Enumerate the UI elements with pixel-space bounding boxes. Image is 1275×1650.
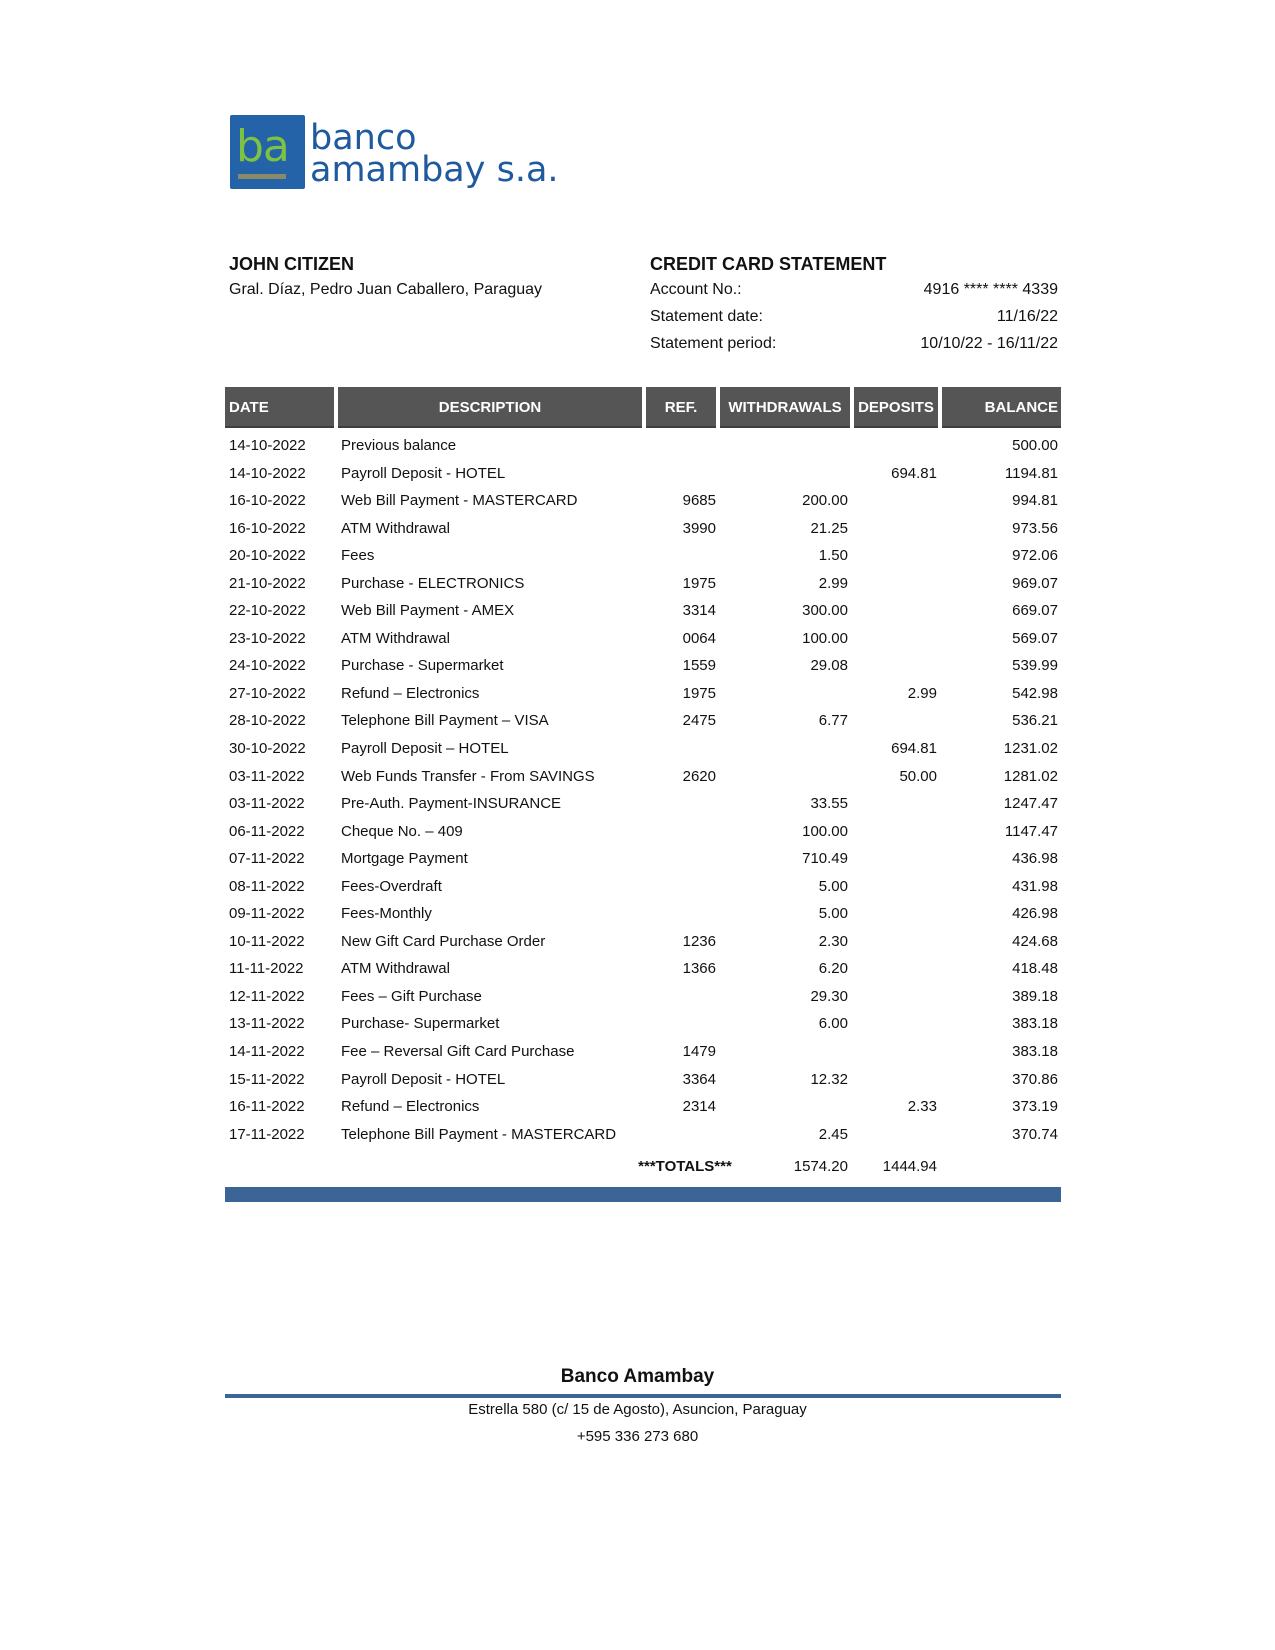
cell-withdrawals: 21.25 — [810, 519, 848, 537]
table-row — [225, 1010, 1061, 1038]
table-row — [225, 487, 1061, 515]
table-body — [225, 432, 1061, 1148]
cell-date: 12-11-2022 — [229, 987, 305, 1005]
statement-title: CREDIT CARD STATEMENT — [650, 254, 887, 274]
cell-balance: 424.68 — [1012, 932, 1058, 950]
logo-mark-text: ba — [236, 121, 289, 172]
cell-withdrawals: 5.00 — [818, 877, 848, 895]
cell-date: 14-10-2022 — [229, 464, 306, 482]
cell-withdrawals: 29.08 — [810, 657, 848, 675]
cell-balance: 383.18 — [1012, 1043, 1058, 1061]
cell-ref: 2620 — [682, 767, 716, 785]
table-row — [225, 845, 1061, 873]
footer-bank-name: Banco Amambay — [560, 1366, 715, 1387]
customer-address: Gral. Díaz, Pedro Juan Caballero, Paraguay — [229, 281, 543, 298]
cell-balance: 542.98 — [1012, 684, 1058, 702]
cell-withdrawals: 29.30 — [810, 987, 848, 1005]
cell-balance: 370.86 — [1012, 1070, 1058, 1088]
cell-description: ATM Withdrawal — [341, 960, 450, 978]
cell-description: Payroll Deposit - HOTEL — [341, 464, 506, 482]
cell-description: Web Bill Payment - MASTERCARD — [341, 492, 578, 510]
cell-withdrawals: 5.00 — [818, 905, 848, 923]
cell-description: Mortgage Payment — [341, 850, 468, 868]
cell-withdrawals: 6.77 — [818, 712, 848, 730]
cell-deposits: 694.81 — [891, 740, 937, 758]
cell-ref: 1236 — [682, 932, 716, 950]
totals-withdrawals: 1574.20 — [793, 1158, 848, 1176]
logo-line-2: amambay s.a. — [310, 150, 559, 190]
column-header-description: DESCRIPTION — [338, 387, 642, 428]
cell-date: 14-10-2022 — [229, 437, 306, 454]
cell-description: Fees-Overdraft — [341, 877, 442, 895]
cell-description: Telephone Bill Payment – VISA — [341, 712, 549, 730]
cell-withdrawals: 1.50 — [818, 547, 848, 565]
cell-balance: 973.56 — [1012, 519, 1058, 537]
logo-line-1: banco — [310, 118, 417, 158]
column-header-withdrawals: WITHDRAWALS — [720, 387, 850, 428]
cell-ref: 1975 — [682, 574, 716, 592]
cell-description: Purchase- Supermarket — [341, 1015, 500, 1033]
cell-balance: 426.98 — [1012, 905, 1058, 923]
cell-date: 03-11-2022 — [229, 795, 305, 813]
cell-description: Payroll Deposit - HOTEL — [341, 1070, 506, 1088]
cell-withdrawals: 710.49 — [802, 850, 848, 868]
cell-balance: 389.18 — [1012, 987, 1058, 1005]
cell-balance: 431.98 — [1012, 877, 1058, 895]
cell-description: ATM Withdrawal — [341, 629, 450, 647]
table-row — [225, 790, 1061, 818]
footer-phone: +595 336 273 680 — [576, 1428, 699, 1445]
table-row — [225, 1093, 1061, 1121]
cell-withdrawals: 100.00 — [802, 629, 848, 647]
cell-description: Fee – Reversal Gift Card Purchase — [341, 1043, 575, 1061]
statement-date-value: 11/16/22 — [996, 308, 1058, 325]
cell-withdrawals: 2.99 — [818, 574, 848, 592]
transactions-table — [225, 387, 1061, 1181]
cell-balance: 1281.02 — [1003, 767, 1058, 785]
cell-withdrawals: 2.45 — [818, 1125, 848, 1143]
account-number-label: Account No.: — [650, 281, 742, 298]
cell-description: Refund – Electronics — [341, 684, 480, 702]
cell-date: 23-10-2022 — [229, 629, 306, 647]
cell-date: 28-10-2022 — [229, 712, 306, 730]
table-row — [225, 1121, 1061, 1149]
column-header-ref: REF. — [646, 387, 716, 428]
account-number-value: 4916 **** **** 4339 — [923, 281, 1058, 298]
table-row — [225, 625, 1061, 653]
table-row — [225, 900, 1061, 928]
cell-ref: 1975 — [682, 684, 716, 702]
cell-description: Web Bill Payment - AMEX — [341, 602, 515, 620]
cell-withdrawals: 300.00 — [802, 602, 848, 620]
cell-ref: 0064 — [682, 629, 716, 647]
cell-ref: 3364 — [682, 1070, 716, 1088]
table-row — [225, 763, 1061, 791]
cell-ref: 1559 — [682, 657, 716, 675]
cell-date: 16-10-2022 — [229, 519, 306, 537]
cell-withdrawals: 33.55 — [810, 795, 848, 813]
table-row — [225, 680, 1061, 708]
footer-address: Estrella 580 (c/ 15 de Agosto), Asuncion, Paraguay — [468, 1401, 807, 1418]
cell-balance: 1247.47 — [1003, 795, 1058, 813]
cell-balance: 569.07 — [1012, 629, 1058, 647]
table-row — [225, 1038, 1061, 1066]
cell-date: 03-11-2022 — [229, 767, 305, 785]
cell-ref: 3990 — [682, 519, 716, 537]
cell-date: 08-11-2022 — [229, 877, 305, 895]
cell-ref: 2475 — [682, 712, 716, 730]
cell-ref: 3314 — [682, 602, 716, 620]
totals-deposits: 1444.94 — [882, 1158, 937, 1176]
cell-balance: 1231.02 — [1003, 740, 1058, 758]
table-row — [225, 955, 1061, 983]
cell-balance: 972.06 — [1012, 547, 1058, 565]
cell-balance: 539.99 — [1012, 657, 1058, 675]
cell-description: Purchase - Supermarket — [341, 657, 504, 675]
table-row — [225, 570, 1061, 598]
cell-date: 21-10-2022 — [229, 574, 306, 592]
cell-balance: 669.07 — [1012, 602, 1058, 620]
cell-balance: 383.18 — [1012, 1015, 1058, 1033]
table-row — [225, 983, 1061, 1011]
cell-balance: 373.19 — [1012, 1098, 1058, 1116]
cell-description: Purchase - ELECTRONICS — [341, 574, 525, 592]
cell-date: 07-11-2022 — [229, 850, 305, 868]
cell-deposits: 50.00 — [899, 767, 937, 785]
cell-ref: 1366 — [682, 960, 716, 978]
logo-underline — [238, 174, 286, 179]
cell-balance: 436.98 — [1012, 850, 1058, 868]
cell-date: 22-10-2022 — [229, 602, 306, 620]
cell-description: New Gift Card Purchase Order — [341, 932, 546, 950]
table-bottom-bar — [225, 1187, 1061, 1202]
cell-date: 17-11-2022 — [229, 1125, 305, 1143]
cell-description: Web Funds Transfer - From SAVINGS — [341, 767, 595, 785]
cell-date: 30-10-2022 — [229, 740, 306, 758]
cell-date: 09-11-2022 — [229, 905, 305, 923]
cell-ref: 1479 — [682, 1043, 716, 1061]
cell-description: Previous balance — [341, 437, 457, 454]
table-row — [225, 432, 1061, 460]
cell-date: 06-11-2022 — [229, 822, 305, 840]
bank-logo-wordmark — [310, 118, 559, 190]
column-header-date: DATE — [225, 387, 334, 428]
cell-description: Payroll Deposit – HOTEL — [341, 740, 509, 758]
cell-deposits: 2.33 — [907, 1098, 937, 1116]
cell-description: Fees – Gift Purchase — [341, 987, 482, 1005]
bank-logo-mark — [230, 115, 305, 189]
cell-date: 20-10-2022 — [229, 547, 306, 565]
cell-description: ATM Withdrawal — [341, 519, 450, 537]
cell-deposits: 2.99 — [907, 684, 937, 702]
cell-withdrawals: 100.00 — [802, 822, 848, 840]
table-row — [225, 928, 1061, 956]
cell-date: 10-11-2022 — [229, 932, 305, 950]
cell-date: 15-11-2022 — [229, 1070, 305, 1088]
totals-label: ***TOTALS*** — [638, 1158, 732, 1176]
cell-ref: 9685 — [682, 492, 716, 510]
statement-period-value: 10/10/22 - 16/11/22 — [920, 335, 1058, 352]
cell-balance: 1194.81 — [1004, 464, 1058, 482]
table-row — [225, 873, 1061, 901]
cell-description: Refund – Electronics — [341, 1098, 480, 1116]
cell-date: 11-11-2022 — [229, 960, 304, 978]
table-row — [225, 735, 1061, 763]
cell-balance: 994.81 — [1012, 492, 1058, 510]
cell-balance: 969.07 — [1012, 574, 1058, 592]
footer-divider — [225, 1394, 1061, 1398]
table-row — [225, 1066, 1061, 1094]
cell-withdrawals: 6.00 — [818, 1015, 848, 1033]
table-row — [225, 515, 1061, 543]
statement-date-label: Statement date: — [650, 308, 763, 325]
cell-date: 27-10-2022 — [229, 684, 306, 702]
table-row — [225, 460, 1061, 488]
table-row — [225, 542, 1061, 570]
cell-description: Cheque No. – 409 — [341, 822, 463, 840]
table-row — [225, 597, 1061, 625]
cell-balance: 418.48 — [1012, 960, 1058, 978]
cell-date: 13-11-2022 — [229, 1015, 305, 1033]
cell-date: 14-11-2022 — [229, 1043, 305, 1061]
cell-balance: 1147.47 — [1004, 822, 1058, 840]
totals-row — [225, 1153, 1061, 1181]
cell-description: Pre-Auth. Payment-INSURANCE — [341, 795, 562, 813]
cell-withdrawals: 200.00 — [802, 492, 848, 510]
column-header-deposits: DEPOSITS — [854, 387, 938, 428]
cell-description: Fees — [341, 547, 375, 565]
cell-balance: 500.00 — [1012, 437, 1058, 454]
table-row — [225, 818, 1061, 846]
table-row — [225, 652, 1061, 680]
cell-ref: 2314 — [682, 1098, 716, 1116]
cell-date: 16-10-2022 — [229, 492, 306, 510]
customer-name: JOHN CITIZEN — [229, 254, 355, 274]
cell-description: Telephone Bill Payment - MASTERCARD — [341, 1125, 617, 1143]
cell-date: 16-11-2022 — [229, 1098, 305, 1116]
column-header-balance: BALANCE — [942, 387, 1061, 428]
cell-withdrawals: 12.32 — [810, 1070, 848, 1088]
cell-balance: 536.21 — [1012, 712, 1058, 730]
cell-date: 24-10-2022 — [229, 657, 306, 675]
cell-withdrawals: 2.30 — [818, 932, 848, 950]
cell-withdrawals: 6.20 — [818, 960, 848, 978]
cell-deposits: 694.81 — [891, 464, 937, 482]
cell-description: Fees-Monthly — [341, 905, 432, 923]
table-header — [225, 387, 1061, 428]
table-row — [225, 707, 1061, 735]
cell-balance: 370.74 — [1012, 1125, 1058, 1143]
statement-period-label: Statement period: — [650, 335, 777, 352]
